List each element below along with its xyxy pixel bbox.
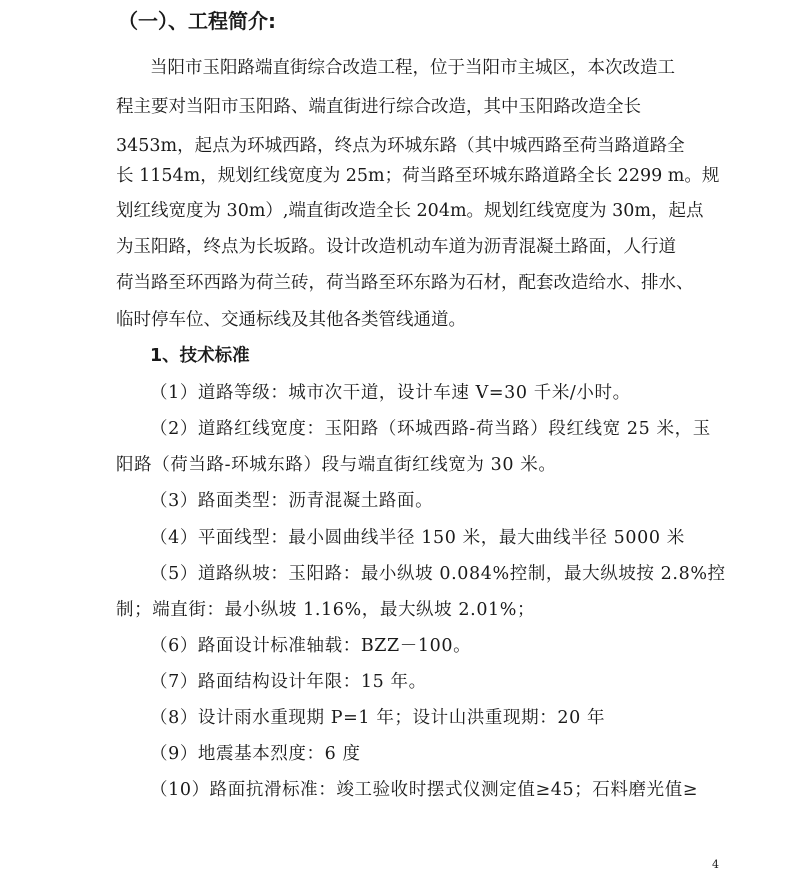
intro-line-4: 长 1154m，规划红线宽度为 25m；荷当路至环城东路道路全长 2299 m。规 <box>116 166 720 186</box>
page-number: 4 <box>712 858 719 871</box>
standard-line-1: （1）道路等级：城市次干道，设计车速 V=30 千米/小时。 <box>150 383 631 403</box>
standard-line-7: 制；端直街：最小纵坡 1.16%，最大纵坡 2.01%； <box>116 600 536 620</box>
standard-line-5: （4）平面线型：最小圆曲线半径 150 米，最大曲线半径 5000 米 <box>150 528 685 548</box>
standard-line-3: 阳路（荷当路-环城东路）段与端直街红线宽为 30 米。 <box>116 455 557 475</box>
intro-line-6: 为玉阳路，终点为长坂路。设计改造机动车道为沥青混凝土路面，人行道 <box>116 237 676 257</box>
section-heading: （一）、工程简介: <box>118 9 276 33</box>
standard-line-4: （3）路面类型：沥青混凝土路面。 <box>150 491 434 511</box>
intro-line-7: 荷当路至环西路为荷兰砖，荷当路至环东路为石材，配套改造给水、排水、 <box>116 273 694 293</box>
standard-line-2: （2）道路红线宽度：玉阳路（环城西路-荷当路）段红线宽 25 米，玉 <box>150 419 711 439</box>
standard-line-8: （6）路面设计标准轴载：BZZ－100。 <box>150 636 472 656</box>
standard-line-10: （8）设计雨水重现期 P=1 年；设计山洪重现期：20 年 <box>150 708 606 728</box>
standard-line-11: （9）地震基本烈度：6 度 <box>150 744 361 764</box>
standard-line-12: （10）路面抗滑标准：竣工验收时摆式仪测定值≥45；石料磨光值≥ <box>150 780 699 800</box>
intro-line-8: 临时停车位、交通标线及其他各类管线通道。 <box>116 310 466 330</box>
intro-line-5: 划红线宽度为 30m）,端直街改造全长 204m。规划红线宽度为 30m，起点 <box>116 201 704 221</box>
standard-line-6: （5）道路纵坡：玉阳路：最小纵坡 0.084%控制，最大纵坡按 2.8%控 <box>150 564 726 584</box>
intro-line-1: 当阳市玉阳路端直街综合改造工程，位于当阳市主城区，本次改造工 <box>150 58 675 78</box>
subsection-heading: 1、技术标准 <box>150 346 250 366</box>
intro-line-2: 程主要对当阳市玉阳路、端直街进行综合改造，其中玉阳路改造全长 <box>116 97 641 117</box>
standard-line-9: （7）路面结构设计年限：15 年。 <box>150 672 427 692</box>
intro-line-3: 3453m，起点为环城西路，终点为环城东路（其中城西路至荷当路道路全 <box>116 136 685 156</box>
